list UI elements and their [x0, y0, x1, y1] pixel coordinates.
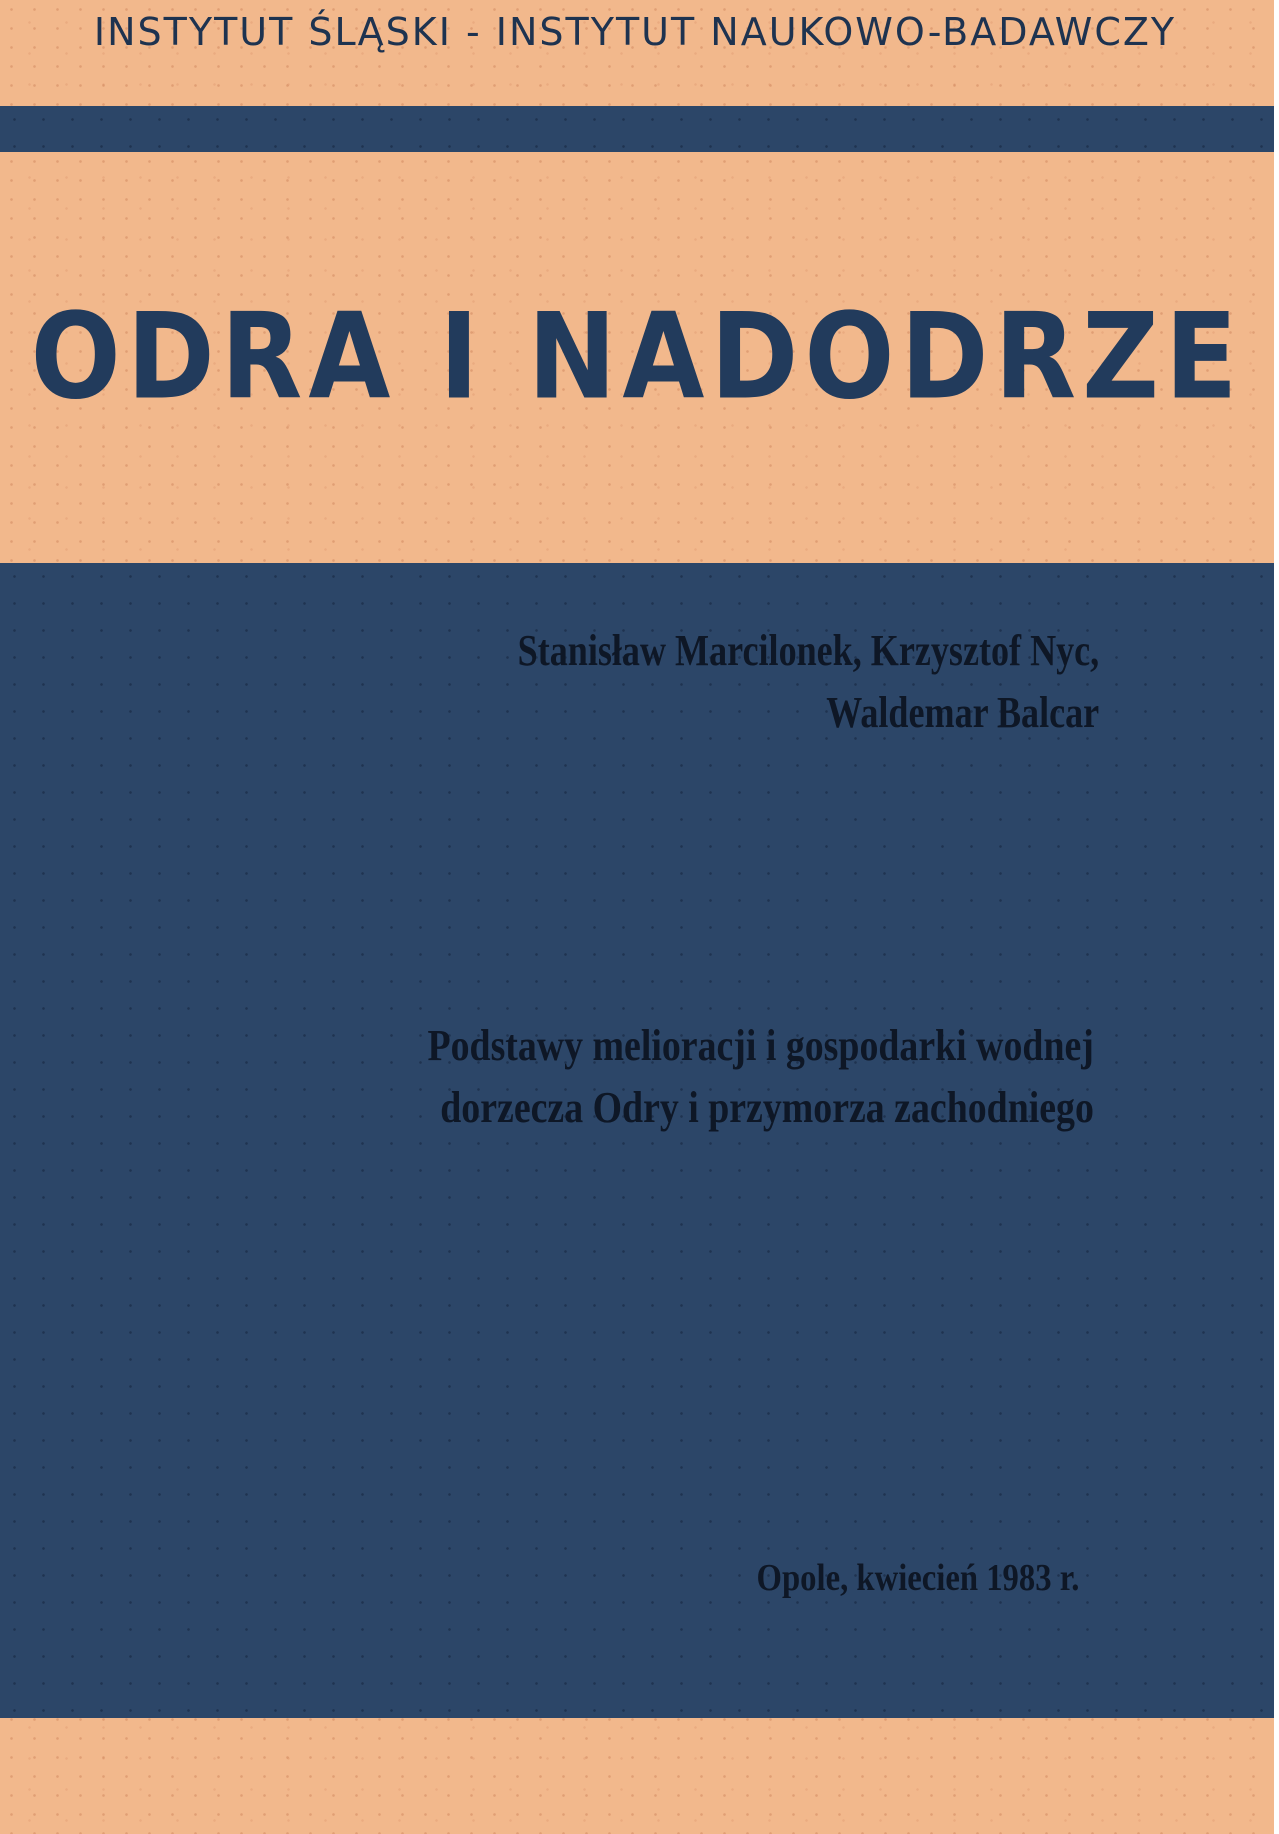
subtitle-line-2: dorzecza Odry i przymorza zachodniego	[440, 1083, 1094, 1132]
subtitle-line-1: Podstawy melioracji i gospodarki wodnej	[427, 1021, 1094, 1070]
cover-title: ODRA I NADODRZE	[30, 287, 1244, 426]
top-decorative-band	[0, 106, 1274, 152]
institute-name: INSTYTUT ŚLĄSKI - INSTYTUT NAUKOWO-BADAWCZY	[93, 10, 1177, 54]
publication-place-date: Opole, kwiecień 1983 r.	[756, 1557, 1079, 1599]
authors-block	[517, 620, 1099, 744]
authors-line-1: Stanisław Marcilonek, Krzysztof Nyc,	[517, 626, 1099, 675]
scan-edge	[1274, 0, 1279, 1834]
subtitle-block	[428, 1015, 1094, 1139]
authors-line-2: Waldemar Balcar	[826, 688, 1099, 737]
